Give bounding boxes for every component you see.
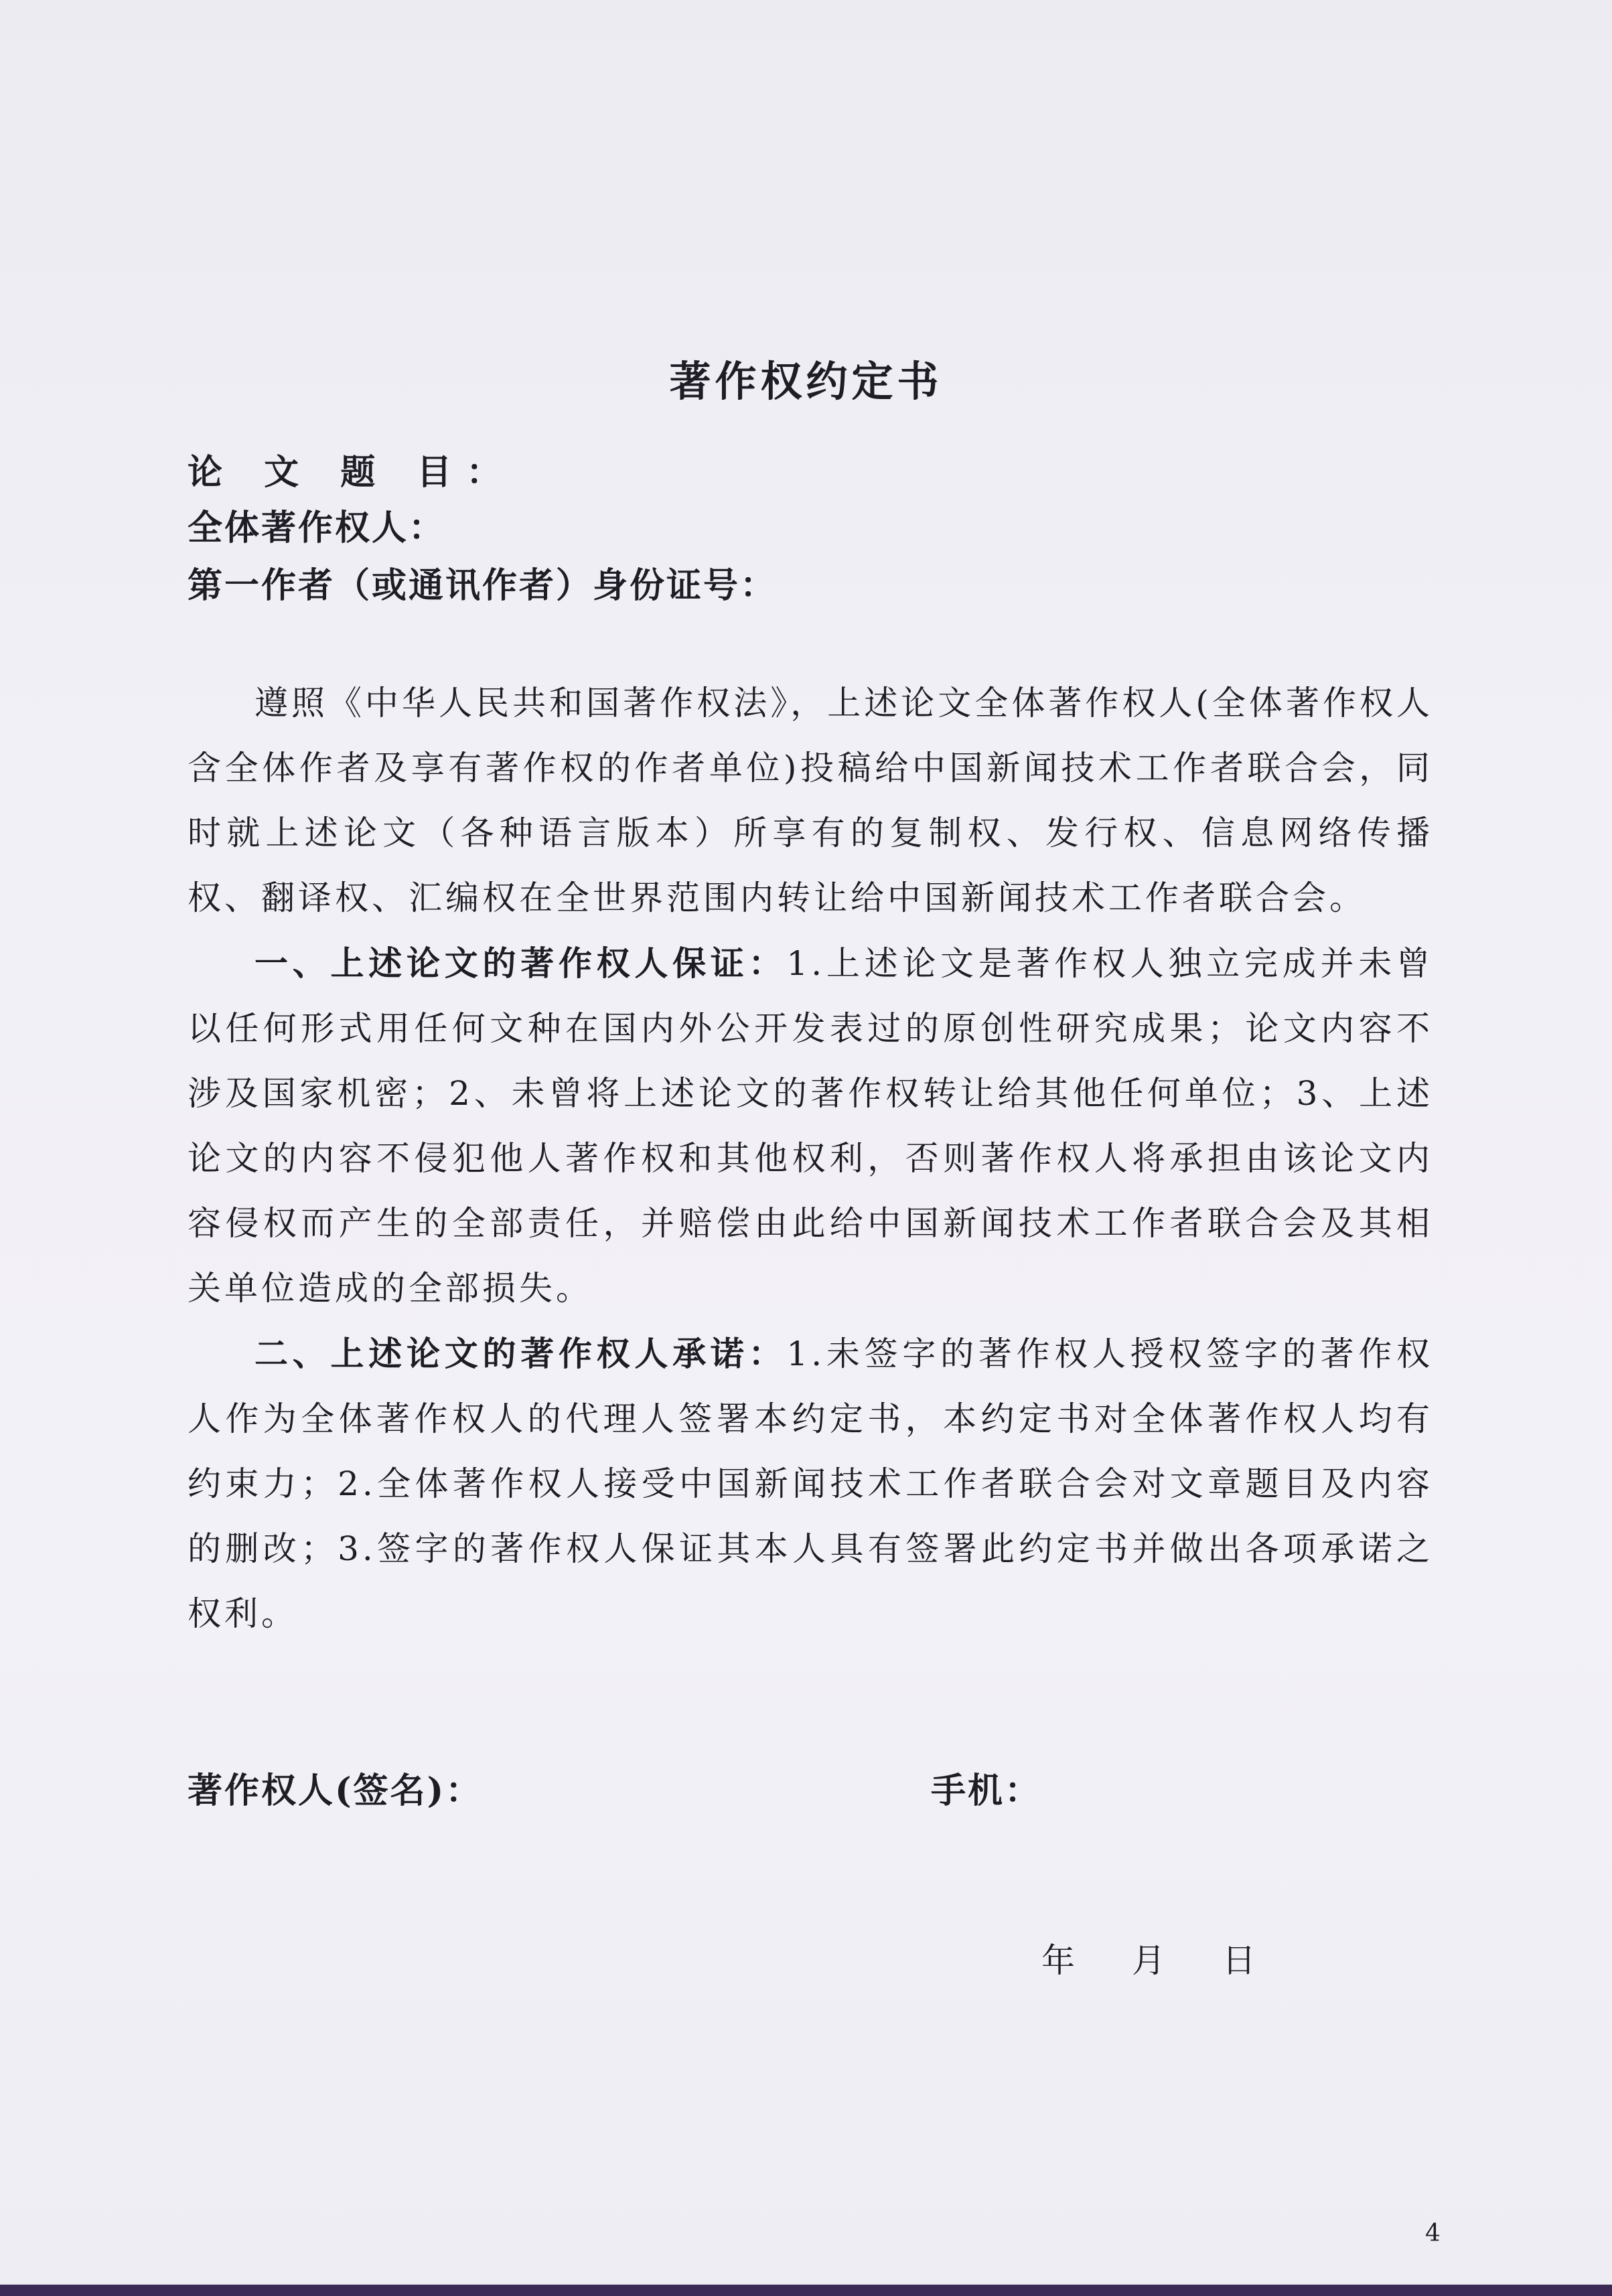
phone-label: 手机： — [931, 1770, 1042, 1811]
date-day: 日 — [1222, 1941, 1256, 1980]
date-line — [1041, 1934, 1256, 1982]
first-author-id-field: 第一作者（或通讯作者）身份证号： — [188, 565, 778, 606]
paragraph-text: 1.未签字的著作权人授权签字的著作权人作为全体著作权人的代理人签署本约定书，本约定书对全体著作权人均有约束力；2.全体著作权人接受中国新闻技术工作者联合会对文章题目及内容的删改；3.签字的著作权人保证其本人具有签署此约定书并做出各项承诺之权利。 — [188, 1334, 1433, 1633]
paragraph-lead: 一、上述论文的著作权人保证： — [254, 943, 787, 983]
date-month: 月 — [1132, 1941, 1165, 1980]
signer-label: 著作权人(签名)： — [188, 1770, 483, 1811]
document-body — [188, 671, 1433, 1647]
document-title: 著作权约定书 — [669, 357, 943, 406]
paragraph-lead: 二、上述论文的著作权人承诺： — [254, 1334, 787, 1373]
paper-title-field: 论 文 题 目： — [188, 452, 516, 493]
paragraph-text: 1.上述论文是著作权人独立完成并未曾以任何形式用任何文种在国内外公开发表过的原创性研究成果；论文内容不涉及国家机密；2、未曾将上述论文的著作权转让给其他任何单位；3、上述论文的内容不侵犯他人著作权和其他权利，否则著作权人将承担由该论文内容侵权而产生的全部责任，并赔偿由此给中国新闻技术工作者联合会及其相关单位造成的全部损失。 — [188, 944, 1433, 1308]
page-number: 4 — [1425, 2220, 1441, 2247]
paragraph-intro — [188, 671, 1433, 931]
paragraph-text: 遵照《中华人民共和国著作权法》，上述论文全体著作权人(全体著作权人含全体作者及享有著作权的作者单位)投稿给中国新闻技术工作者联合会，同时就上述论文（各种语言版本）所享有的复制权、发行权、信息网络传播权、翻译权、汇编权在全世界范围内转让给中国新闻技术工作者联合会。 — [188, 684, 1433, 917]
paragraph-guarantee — [188, 931, 1433, 1321]
date-year: 年 — [1041, 1941, 1075, 1980]
copyright-holders-field: 全体著作权人： — [188, 508, 446, 548]
paragraph-commitment — [188, 1321, 1433, 1647]
